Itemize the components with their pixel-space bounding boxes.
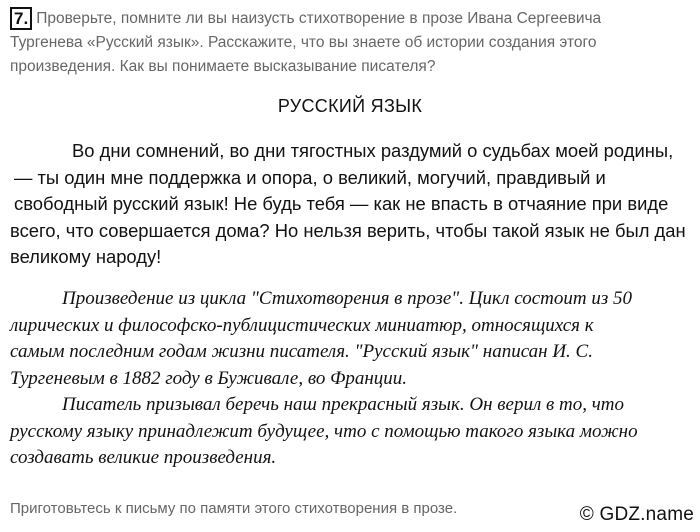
- commentary-line-7: создавать великие произведения.: [10, 447, 277, 468]
- task-line-3: произведения. Как вы понимаете высказывание писателя?: [10, 58, 436, 75]
- poem-line-5: великому народу!: [10, 246, 162, 267]
- commentary-line-4: Тургеневым в 1882 году в Буживале, во Франции.: [10, 367, 408, 389]
- poem-text: [10, 138, 690, 271]
- poem-line-2: — ты один мне поддержка и опора, о великий, могучий, правдивый и: [14, 166, 606, 188]
- footer-instruction: Приготовьтесь к письму по памяти этого стихотворения в прозе.: [10, 500, 458, 517]
- poem-line-1: Во дни сомнений, во дни тягостных раздумий о судьбах моей родины,: [72, 140, 674, 161]
- poem-line-3: свободный русский язык! Не будь тебя — как не впасть в отчаяние при виде: [14, 193, 669, 214]
- commentary-line-5: Писатель призывал беречь наш прекрасный язык. Он верил в то, что: [62, 394, 625, 415]
- watermark: © GDZ.name: [579, 504, 694, 525]
- task-line-2: Тургенева «Русский язык». Расскажите, что вы знаете об истории создания этого: [10, 34, 597, 51]
- commentary-line-1: Произведение из цикла "Стихотворения в прозе". Цикл состоит из 50: [62, 288, 633, 309]
- task-number: 7.: [10, 7, 32, 30]
- commentary: [10, 286, 696, 472]
- poem-title: РУССКИЙ ЯЗЫК: [277, 96, 423, 116]
- commentary-line-3: самым последним годам жизни писателя. "Русский язык" написан И. С.: [10, 341, 593, 362]
- commentary-line-6: русскому языку принадлежит будущее, что с помощью такого языка можно: [10, 420, 638, 442]
- commentary-line-2: лирических и философско-публицистических миниатюр, относящихся к: [10, 314, 594, 336]
- task-block: [10, 6, 690, 79]
- poem-line-4: всего, что совершается дома? Но нельзя верить, чтобы такой язык не был дан: [10, 219, 686, 241]
- task-line-1: Проверьте, помните ли вы наизусть стихотворение в прозе Ивана Сергеевича: [36, 10, 602, 27]
